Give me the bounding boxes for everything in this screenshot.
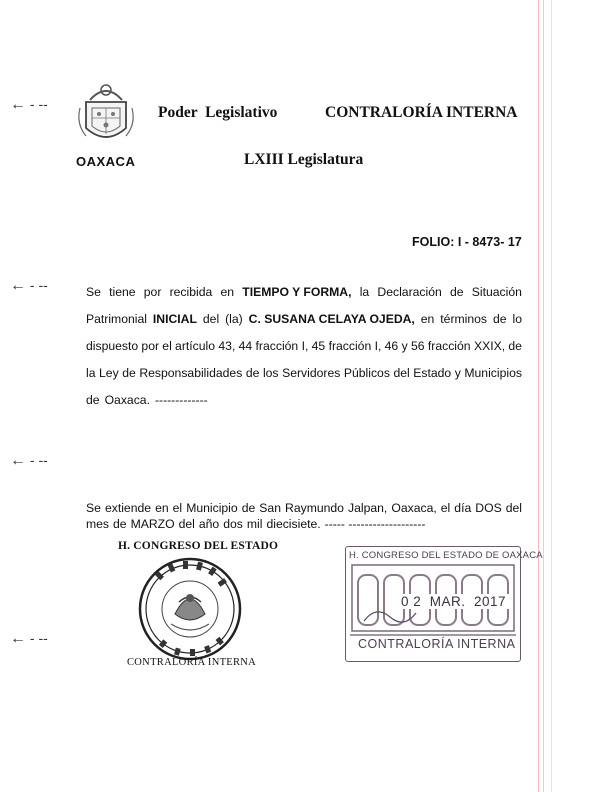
word: Estado xyxy=(413,366,452,380)
header-legislature: LXIII Legislatura xyxy=(244,151,364,168)
word: día xyxy=(454,501,472,515)
word: Raymundo xyxy=(285,501,344,515)
paragraph-line xyxy=(86,500,522,516)
scan-edge-line xyxy=(551,0,552,792)
dash-fill: ----- ------------------- xyxy=(324,517,426,531)
word: el xyxy=(172,501,183,515)
highlight-term: TIEMPO Y FORMA, xyxy=(242,285,352,299)
word: diecisiete. xyxy=(266,517,321,531)
word: (la) xyxy=(225,312,243,326)
crest-label: OAXACA xyxy=(76,154,136,169)
word: Ley xyxy=(99,366,119,380)
margin-mark: ← - -- xyxy=(10,277,48,294)
word: Oaxaca. xyxy=(104,393,150,407)
word: mil xyxy=(246,517,263,531)
word: Oaxaca, xyxy=(391,501,437,515)
word: MARZO xyxy=(130,517,175,531)
declarant-name: C. SUSANA CELAYA OJEDA, xyxy=(248,312,415,326)
seal-title: H. CONGRESO DEL ESTADO xyxy=(118,540,279,552)
dash-fill: ------------- xyxy=(154,393,208,407)
word: año xyxy=(198,517,220,531)
word: de xyxy=(86,393,100,407)
word: los xyxy=(262,366,279,380)
header-institution: Poder Legislativo xyxy=(158,104,278,121)
scan-edge-line xyxy=(538,0,539,792)
closing-paragraph xyxy=(86,500,522,532)
paragraph-line xyxy=(86,391,522,418)
word: la xyxy=(359,285,370,299)
word: DOS xyxy=(475,501,502,515)
word: la xyxy=(86,366,96,380)
paragraph-line xyxy=(86,337,522,364)
body-paragraph xyxy=(86,283,522,418)
word: del xyxy=(202,312,220,326)
word: recibida xyxy=(169,285,213,299)
scan-edge-line xyxy=(543,0,544,792)
word: 46 y xyxy=(384,339,408,353)
word: lo xyxy=(512,312,522,326)
paragraph-line xyxy=(86,516,522,532)
word: por xyxy=(141,339,160,353)
word: por xyxy=(143,285,162,299)
word: 44 fracción I, xyxy=(238,339,309,353)
word: Declaración xyxy=(377,285,442,299)
stamp-header: H. CONGRESO DEL ESTADO DE OAXACA xyxy=(349,550,543,561)
congress-seal-icon xyxy=(135,554,245,664)
declaration-type: INICIAL xyxy=(152,312,197,326)
word: de xyxy=(113,517,127,531)
margin-mark: ← - -- xyxy=(10,452,48,469)
seal-footer: CONTRALORÍA INTERNA xyxy=(127,657,257,668)
word: artículo 43, xyxy=(175,339,236,353)
paragraph-line xyxy=(86,310,522,337)
word: de xyxy=(508,339,522,353)
stamp-date: 0 2 MAR. 2017 xyxy=(398,594,509,609)
word: Situación xyxy=(471,285,522,299)
word: términos xyxy=(440,312,488,326)
word: en xyxy=(155,501,169,515)
word: de xyxy=(449,285,464,299)
word: Públicos xyxy=(343,366,390,380)
word: Patrimonial xyxy=(86,312,147,326)
word: Municipio xyxy=(186,501,238,515)
word: del xyxy=(393,366,410,380)
word: 45 fracción I, xyxy=(311,339,382,353)
margin-mark: ← - -- xyxy=(10,630,48,647)
word: de xyxy=(122,366,136,380)
word: 56 fracción XXIX, xyxy=(410,339,506,353)
word: tiene xyxy=(109,285,136,299)
word: en xyxy=(420,312,435,326)
word: del xyxy=(178,517,195,531)
stamp-footer: CONTRALORÍA INTERNA xyxy=(358,637,516,651)
word: Municipios xyxy=(464,366,522,380)
word: de xyxy=(245,366,260,380)
word: el xyxy=(162,339,172,353)
word: San xyxy=(259,501,281,515)
paragraph-line xyxy=(86,364,522,391)
word: y xyxy=(454,366,461,380)
word: Se xyxy=(86,285,101,299)
word: extiende xyxy=(104,501,152,515)
word: Se xyxy=(86,501,101,515)
margin-mark: ← - -- xyxy=(10,96,48,113)
word: de xyxy=(241,501,256,515)
paragraph-line xyxy=(86,283,522,310)
word: Responsabilidades xyxy=(139,366,243,380)
word: del xyxy=(505,501,522,515)
word: Jalpan, xyxy=(348,501,388,515)
oaxaca-crest-icon xyxy=(76,78,136,150)
word: dispuesto xyxy=(86,339,139,353)
word: mes xyxy=(86,517,110,531)
word: en xyxy=(220,285,235,299)
header-department: CONTRALORÍA INTERNA xyxy=(325,104,518,121)
word: de xyxy=(492,312,507,326)
folio-number: FOLIO: I - 8473- 17 xyxy=(412,235,522,249)
word: el xyxy=(440,501,451,515)
word: dos xyxy=(223,517,243,531)
word: Servidores xyxy=(282,366,341,380)
